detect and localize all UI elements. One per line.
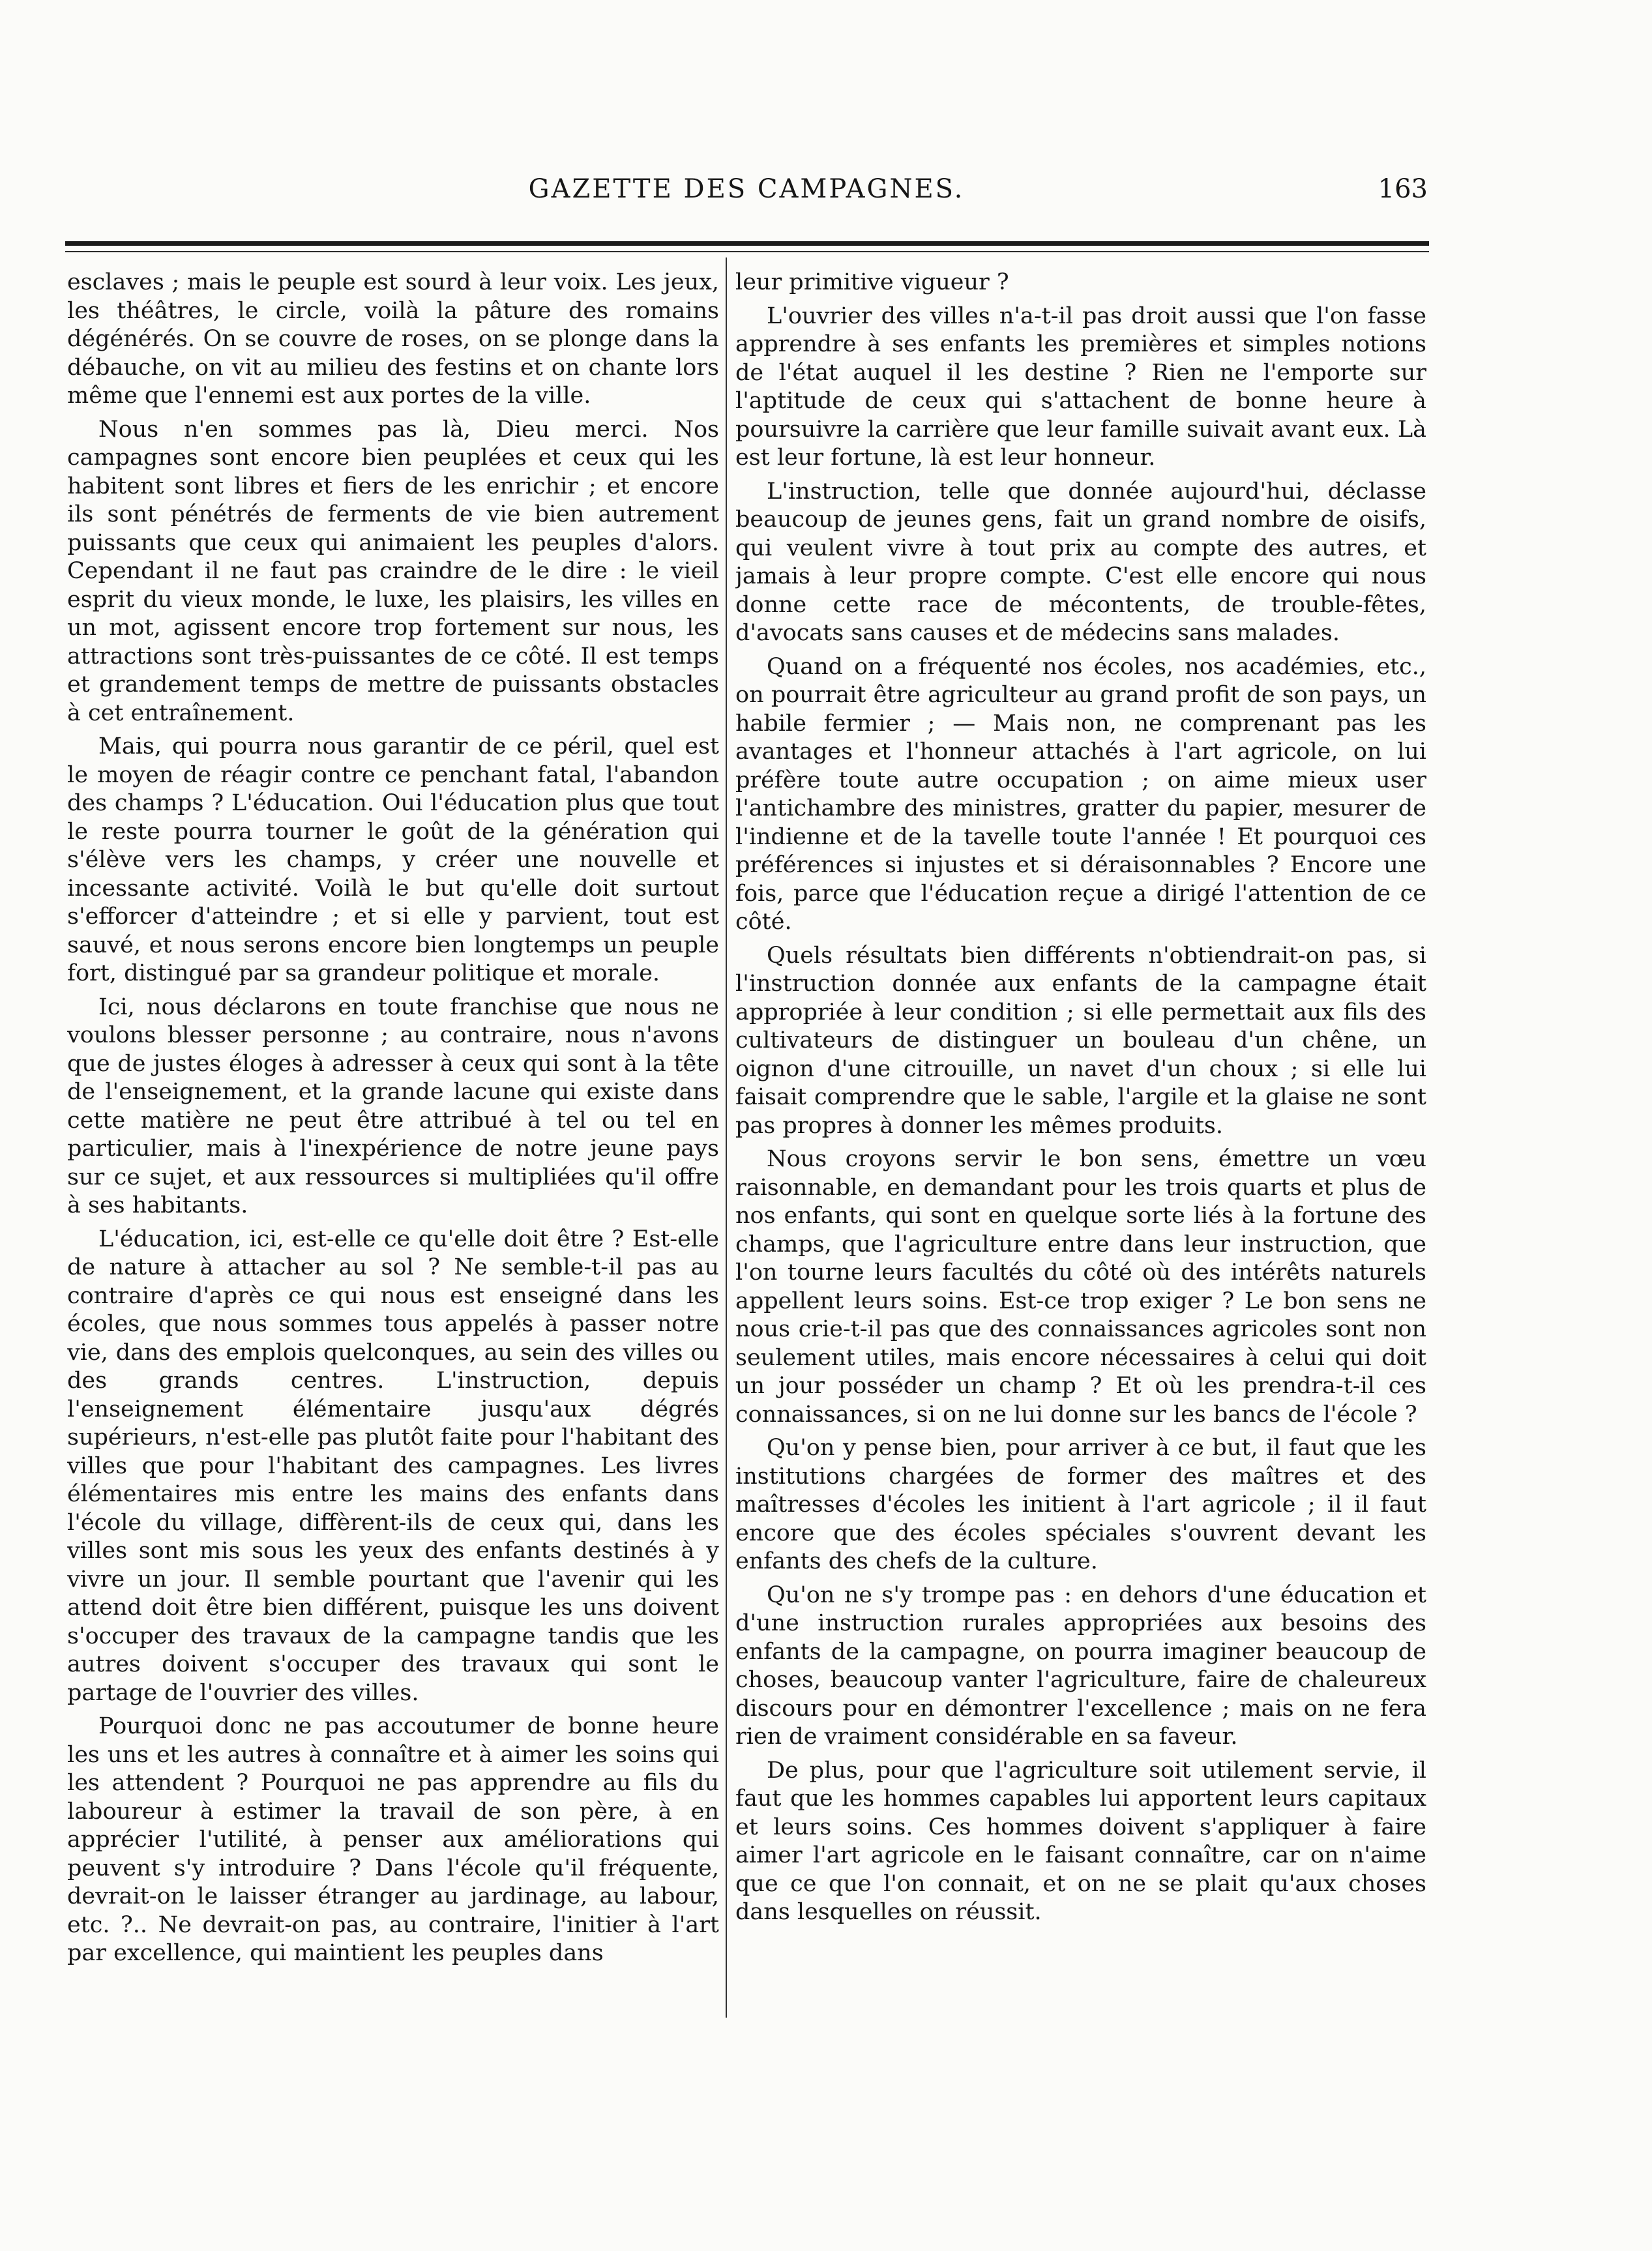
page-number: 163 — [1378, 174, 1428, 204]
paragraph: leur primitive vigueur ? — [735, 269, 1009, 295]
paragraph: Quels résultats bien différents n'obtiendrait-on pas, si l'instruction donnée aux enfants de la campagne était appropriée à leur condition ; si elle permettait aux fils des cultivateurs de distinguer un bouleau d'un chêne, un oignon d'une citrouille, un navet d'un choux ; si elle lui faisait comprendre que le sable, l'argile et la glaise ne sont pas propres à donner les mêmes produits. — [735, 942, 1426, 1139]
paragraph: Qu'on ne s'y trompe pas : en dehors d'une éducation et d'une instruction rurales appropriées aux besoins des enfants de la campagne, on pourra imaginer beaucoup de choses, beaucoup vanter l'agriculture, faire de chaleureux discours pour en démontrer l'excellence ; mais on ne fera rien de vraiment considérable en sa faveur. — [735, 1582, 1426, 1750]
paragraph: L'éducation, ici, est-elle ce qu'elle doit être ? Est-elle de nature à attacher au sol ? Ne semble-t-il pas au contraire d'après ce qui nous est enseigné dans les écoles, que nous sommes tous appelés à passer notre vie, dans des emplois quelconques, au sein des villes ou des grands centres. L'instruction, depuis l'enseignement élémentaire jusqu'aux dégrés supérieurs, n'est-elle pas plutôt faite pour l'habitant des villes que pour l'habitant des campagnes. Les livres élémentaires mis entre les mains des enfants dans l'école du village, diffèrent-ils de ceux qui, dans les villes sont mis sous les yeux des enfants destinés à y vivre un jour. Il semble pourtant que l'avenir qui les attend doit être bien différent, puisque les uns doivent s'occuper des travaux de la campagne tandis que les autres doivent s'occuper des travaux qui sont le partage de l'ouvrier des villes. — [67, 1226, 719, 1706]
paragraph: L'ouvrier des villes n'a-t-il pas droit aussi que l'on fasse apprendre à ses enfants les premières et simples notions de l'état auquel il les destine ? Rien ne l'emporte sur l'aptitude de ceux qui s'attachent de bonne heure à poursuivre la carrière que leur famille suivait avant eux. Là est leur fortune, là est leur honneur. — [735, 302, 1426, 471]
paragraph: Nous croyons servir le bon sens, émettre un vœu raisonnable, en demandant pour les trois quarts et plus de nos enfants, qui sont en quelque sorte liés à la fortune des champs, que l'agriculture entre dans leur instruction, que l'on tourne leurs facultés du côté où des intérêts naturels appellent leurs soins. Est-ce trop exiger ? Le bon sens ne nous crie-t-il pas que des connaissances agricoles sont non seulement utiles, mais encore nécessaires à celui qui doit un jour posséder un champ ? Et où les prendra-t-il ces connaissances, si on ne lui donne sur les bancs de l'école ? — [735, 1146, 1426, 1428]
page-header — [65, 171, 1428, 223]
right-column — [735, 269, 1426, 2042]
paragraph: De plus, pour que l'agriculture soit utilement servie, il faut que les hommes capables lui apportent leurs capitaux et leurs soins. Ces hommes doivent s'appliquer à faire aimer l'art agricole en le faisant connaître, car on n'aime que ce que l'on connait, et on ne se plait qu'aux choses dans lesquelles on réussit. — [735, 1757, 1426, 1925]
publication-title: GAZETTE DES CAMPAGNES. — [528, 174, 965, 204]
paragraph: esclaves ; mais le peuple est sourd à leur voix. Les jeux, les théâtres, le circle, voilà la pâture des romains dégénérés. On se couvre de roses, on se plonge dans la débauche, on vit au milieu des festins et on chante lors même que l'ennemi est aux portes de la ville. — [67, 269, 719, 409]
paragraph: Ici, nous déclarons en toute franchise que nous ne voulons blesser personne ; au contraire, nous n'avons que de justes éloges à adresser à ceux qui sont à la tête de l'enseignement, et la grande lacune qui existe dans cette matière ne peut être attribué à tel ou tel en particulier, mais à l'inexpérience de notre jeune pays sur ce sujet, et aux ressources si multipliées qu'il offre à ses habitants. — [67, 993, 719, 1218]
paragraph: Qu'on y pense bien, pour arriver à ce but, il faut que les institutions chargées de former des maîtres et des maîtresses d'écoles les initient à l'art agricole ; il il faut encore que des écoles spéciales s'ouvrent devant les enfants des chefs de la culture. — [735, 1435, 1426, 1574]
header-rule-thin — [65, 251, 1429, 252]
paragraph: L'instruction, telle que donnée aujourd'hui, déclasse beaucoup de jeunes gens, fait un grand nombre de oisifs, qui veulent vivre à tout prix au compte des autres, et jamais à leur propre compte. C'est elle encore qui nous donne cette race de mécontents, de trouble-fêtes, d'avocats sans causes et de médecins sans malades. — [735, 478, 1426, 646]
paragraph: Pourquoi donc ne pas accoutumer de bonne heure les uns et les autres à connaître et à aimer les soins qui les attendent ? Pourquoi ne pas apprendre au fils du laboureur à estimer la travail de son père, à en apprécier l'utilité, à penser aux améliorations qui peuvent s'y introduire ? Dans l'école qu'il fréquente, devrait-on le laisser étranger au jardinage, au labour, etc. ?.. Ne devrait-on pas, au contraire, l'initier à l'art par excellence, qui maintient les peuples dans — [67, 1713, 719, 1966]
left-column — [67, 269, 719, 2042]
header-rule-thick — [65, 241, 1429, 246]
paragraph: Quand on a fréquenté nos écoles, nos académies, etc., on pourrait être agriculteur au grand profit de son pays, un habile fermier ; — Mais non, ne comprenant pas les avantages et l'honneur attachés à l'art agricole, on lui préfère toute autre occupation ; on aime mieux user l'antichambre des ministres, gratter du papier, mesurer de l'indienne et de la tavelle toute l'année ! Et pourquoi ces préférences si injustes et si déraisonnables ? Encore une fois, parce que l'éducation reçue a dirigé l'attention de ce côté. — [735, 653, 1426, 935]
paragraph: Nous n'en sommes pas là, Dieu merci. Nos campagnes sont encore bien peuplées et ceux qui les habitent sont libres et fiers de les enrichir ; et encore ils sont pénétrés de ferments de vie bien autrement puissants que ceux qui animaient les peuples d'alors. Cependant il ne faut pas craindre de le dire : le vieil esprit du vieux monde, le luxe, les plaisirs, les villes en un mot, agissent encore trop fortement sur nous, les attractions sont très-puissantes de ce côté. Il est temps et grandement temps de mettre de puissants obstacles à cet entraînement. — [67, 416, 719, 726]
column-divider — [726, 257, 727, 2018]
paragraph: Mais, qui pourra nous garantir de ce péril, quel est le moyen de réagir contre ce penchant fatal, l'abandon des champs ? L'éducation. Oui l'éducation plus que tout le reste pourra tourner le goût de la génération qui s'élève vers les champs, y créer une nouvelle et incessante activité. Voilà le but qu'elle doit surtout s'efforcer d'atteindre ; et si elle y parvient, tout est sauvé, et nous serons encore bien longtemps un peuple fort, distingué par sa grandeur politique et morale. — [67, 733, 719, 986]
